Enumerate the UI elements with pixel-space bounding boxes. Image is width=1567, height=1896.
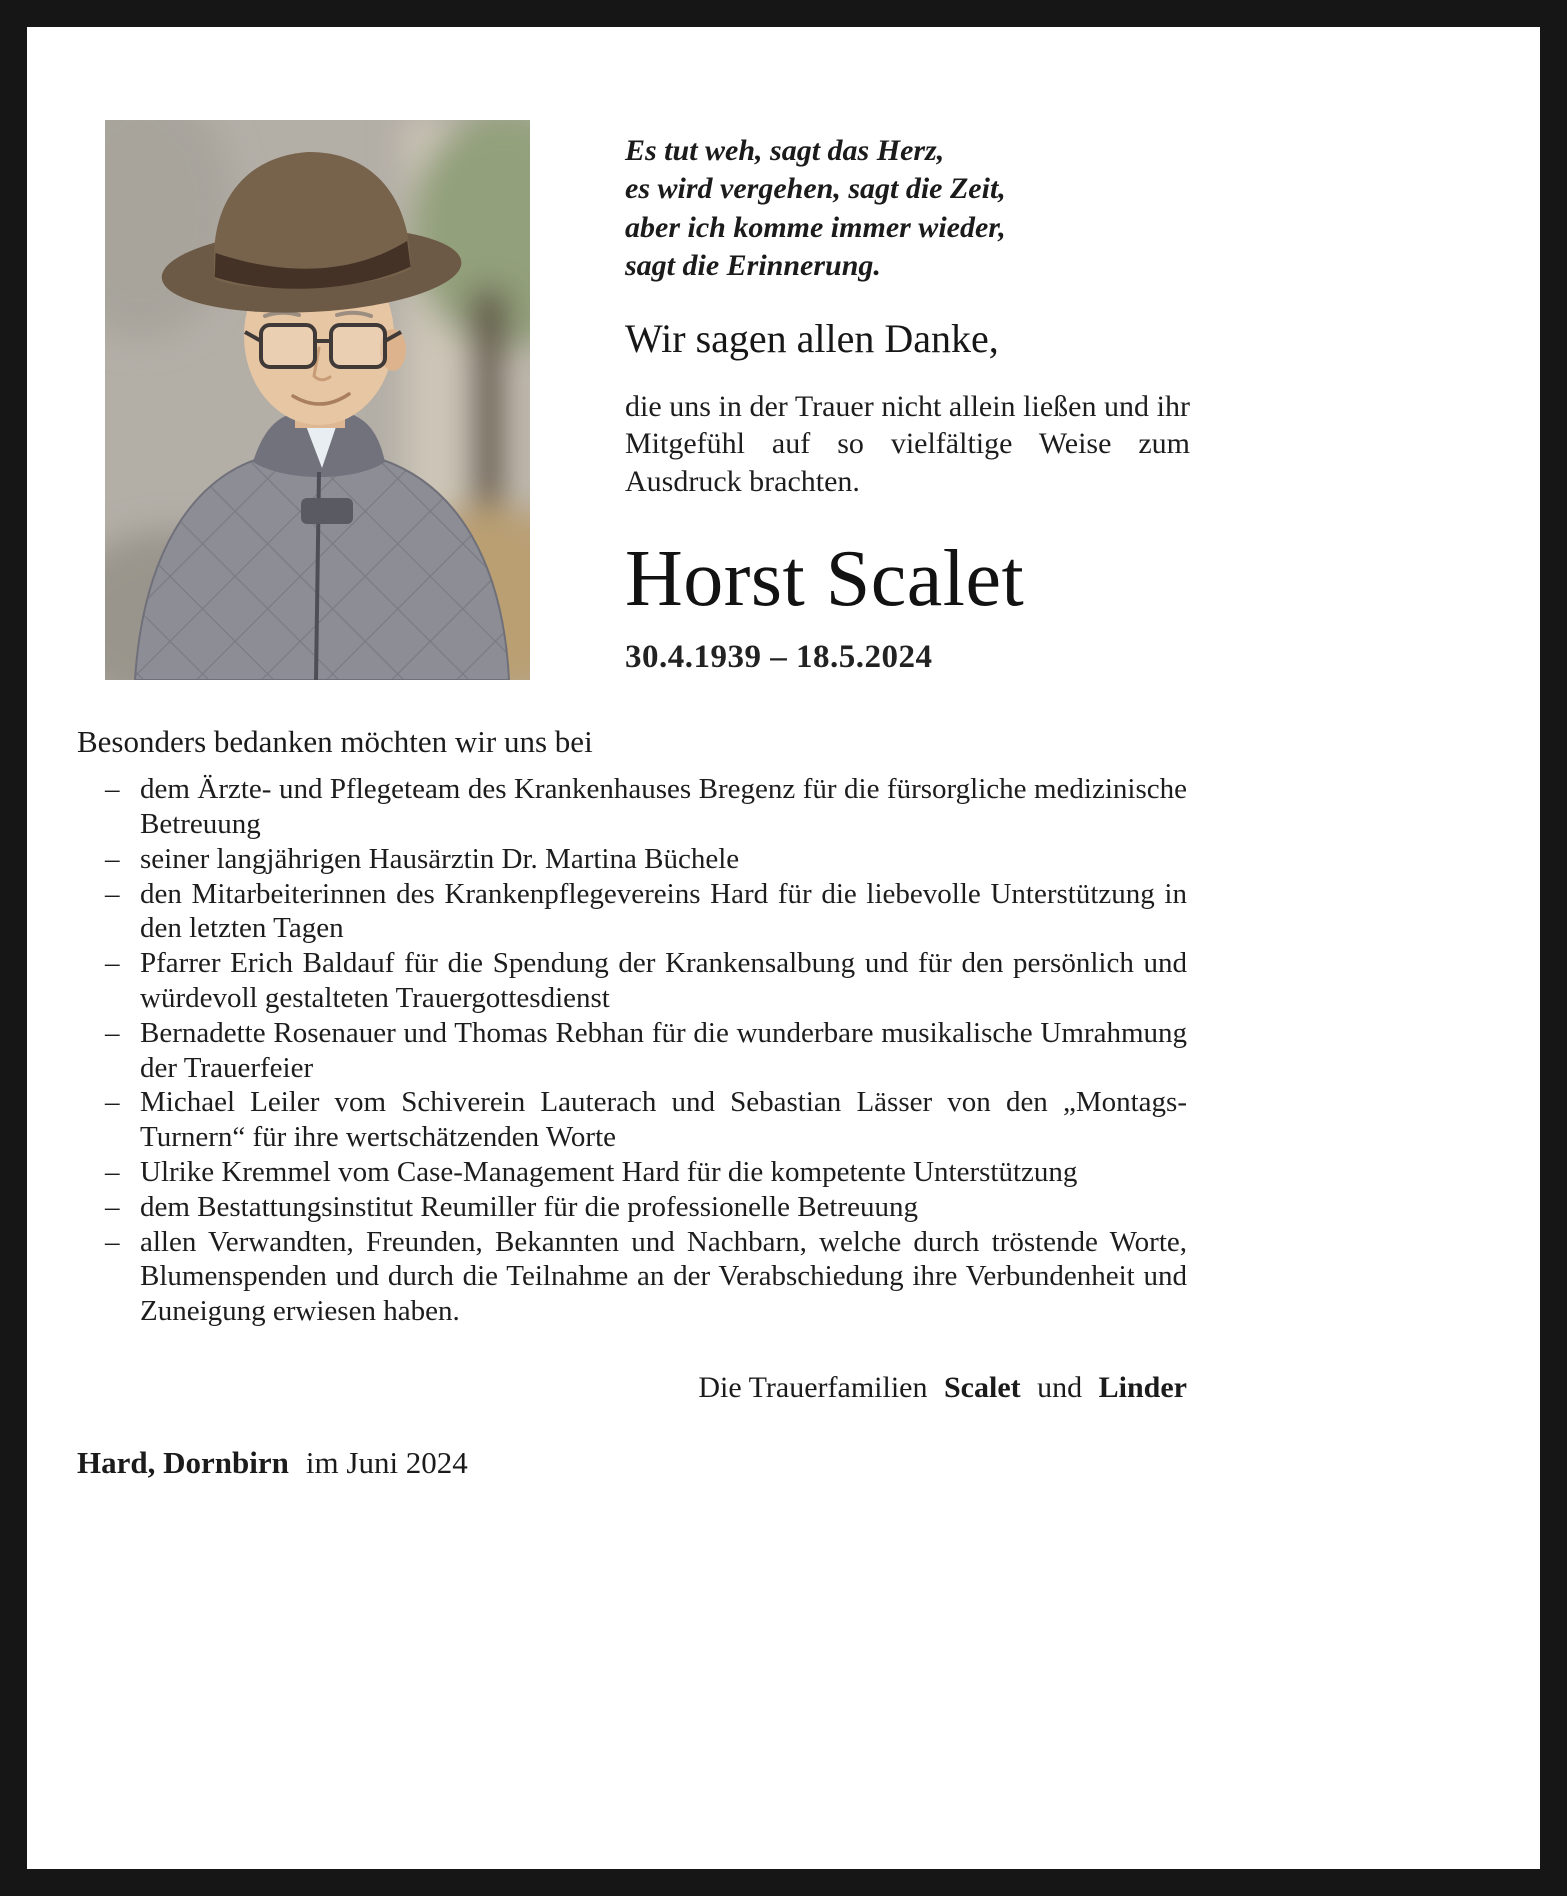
list-item — [77, 1190, 1187, 1225]
list-item — [77, 1225, 1187, 1329]
closing-connector: und — [1037, 1370, 1083, 1404]
poem-line: aber ich komme immer wieder, — [625, 210, 1006, 244]
closing-line — [77, 1371, 1187, 1405]
list-item-text: dem Bestattungsinstitut Reumiller für die professionelle Betreuung — [140, 1190, 919, 1223]
poem-line: sagt die Erinnerung. — [625, 249, 881, 283]
list-item-text: Pfarrer Erich Baldauf für die Spendung der Krankensalbung und für den persönlich und würdevoll gestalteten Trauergottesdienst — [140, 947, 1187, 1014]
top-section — [27, 27, 1540, 699]
list-item-text: allen Verwandten, Freunden, Bekannten und Nachbarn, welche durch tröstende Worte, Blumenspenden und durch die Teilnahme an der Verabschiedung ihre Verbundenheit und Zuneigung erwiesen haben. — [140, 1225, 1187, 1328]
thanks-list — [77, 772, 1187, 1329]
dash-bullet: – — [105, 1016, 120, 1049]
acknowledgement-section — [77, 723, 1187, 1481]
list-item-text: Ulrike Kremmel vom Case-Management Hard für die kompetente Unterstützung — [140, 1155, 1078, 1188]
poem-line: es wird vergehen, sagt die Zeit, — [625, 172, 1006, 206]
family-name-linder: Linder — [1098, 1370, 1187, 1404]
list-item-text: seiner langjährigen Hausärztin Dr. Martina Büchele — [140, 842, 740, 875]
dash-bullet: – — [105, 877, 120, 910]
date-text: im Juni 2024 — [305, 1444, 468, 1480]
memorial-poem — [625, 132, 1190, 286]
closing-prefix: Die Trauerfamilien — [698, 1370, 928, 1404]
list-item — [77, 1016, 1187, 1086]
dash-bullet: – — [105, 842, 120, 875]
right-column — [625, 132, 1190, 676]
dash-bullet: – — [105, 1086, 120, 1119]
family-name-scalet: Scalet — [944, 1370, 1021, 1404]
list-item-text: Bernadette Rosenauer und Thomas Rebhan für die wunderbare musikalische Umrahmung der Trauerfeier — [140, 1016, 1187, 1084]
list-item — [77, 1155, 1187, 1190]
list-item — [77, 877, 1187, 947]
list-item — [77, 772, 1187, 842]
place-date-line — [77, 1445, 1187, 1481]
deceased-name: Horst Scalet — [625, 534, 1025, 623]
portrait-illustration — [105, 120, 530, 680]
portrait-photo — [105, 120, 530, 680]
dash-bullet: – — [105, 773, 120, 806]
list-item-text: den Mitarbeiterinnen des Krankenpflegevereins Hard für die liebevolle Unterstützung in den letzten Tagen — [140, 877, 1187, 945]
dash-bullet: – — [105, 1225, 120, 1258]
place-names: Hard, Dornbirn — [77, 1444, 289, 1480]
thanks-paragraph: die uns in der Trauer nicht allein ließen und ihr Mitgefühl auf so vielfältige Weise zum Ausdruck brachten. — [625, 389, 1190, 499]
dash-bullet: – — [105, 947, 120, 980]
life-dates: 30.4.1939 – 18.5.2024 — [625, 638, 933, 675]
poem-line: Es tut weh, sagt das Herz, — [625, 134, 945, 167]
dash-bullet: – — [105, 1190, 120, 1223]
thanks-heading: Wir sagen allen Danke, — [625, 315, 999, 361]
list-item — [77, 842, 1187, 877]
list-item — [77, 1085, 1187, 1155]
dash-bullet: – — [105, 1155, 120, 1188]
list-item-text: dem Ärzte- und Pflegeteam des Krankenhauses Bregenz für die fürsorgliche medizinische Betreuung — [140, 773, 1187, 840]
list-item-text: Michael Leiler vom Schiverein Lauterach und Sebastian Lässer von den „Montags-Turnern“ für ihre wertschätzenden Worte — [140, 1086, 1187, 1154]
acknowledgement-intro: Besonders bedanken möchten wir uns bei — [77, 724, 593, 759]
list-item — [77, 946, 1187, 1016]
